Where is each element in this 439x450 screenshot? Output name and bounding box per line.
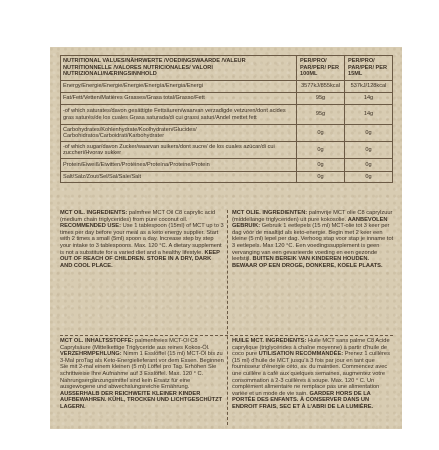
ingredients-heading: MCT ÖL. INHALTSSTOFFE: [60,338,134,344]
nutrition-header-row [61,56,393,81]
nutrition-header-per100: PER/PRO/ PAR/PER/ PER 100ML [297,56,345,81]
nutrient-value-per100: 95g [297,93,345,105]
usage-heading: UTILISATION RECOMMANDÉE: [258,351,344,358]
usage-heading: AANBEVOLEN GEBRUIK: [232,216,388,230]
nutrient-label: -of which sugar/davon Zucker/waarvan suikers/dont sucre/ de los cuales azúcar/di cui zuccheri/Hvorav sukker [61,142,297,159]
nutrient-value-per100: 0g [297,172,345,183]
nutrient-label: Fat/Fett/Vetten/Matières Grasses/Grasa total/Grasso/Fett [61,93,297,105]
usage-text: Nimm 1 Esslöffel (15 ml) MCT-Öl bis zu 3-Mal proTag als Keto-Energielieferant vor dem Essen. Beginnen Sie mit 2-mal einem kleinen (5 ml) Löffel pro Tag. Erhöhen Sie schrittweise Ihre Aufnahme auf 3 Esslöffel. Max. 120 ° C. Nahrungsergänzungsmittel sind kein Ersatz für eine ausgewogene und abwechslungsreiche Ernährung. [60,351,224,391]
ingredients-french [232,338,394,429]
nutrient-value-per100: 3577kJ/855kcal [297,81,345,93]
ingredients-heading: HUILE MCT. INGRÉDIENTS: [232,338,307,344]
nutrient-label: Carbohydrates/Kohlenhydrate/Koolhydraten/Glucides/ Carbohidratos/Carboidrati/Karbohydrater [61,125,297,142]
storage-warning: AUSSERHALB DER REICHWEITE KLEINER KINDER AUFBEWAHREN. KÜHL, TROCKEN UND LICHTGESCHÜTZT LAGERN. [60,390,223,410]
ingredients-german [60,338,224,429]
nutrient-label: Protein/Eiweiß/Eiwitten/Protéines/Proteína/Proteine/Protein [61,159,297,172]
table-row [61,105,393,125]
storage-warning: GARDER HORS DE LA PORTÉE DES ENFANTS. À CONSERVER DANS UN ENDROIT FRAIS, SEC ET À L'ABRI DE LA LUMIÈRE. [232,390,374,410]
row-divider [60,335,393,336]
ingredients-english [60,210,224,334]
table-row [61,172,393,183]
nutrient-value-per15: 0g [345,125,393,142]
ingredients-heading: MCT OIL. INGREDIENTS: [60,210,128,216]
ingredients-dutch [232,210,394,334]
usage-heading: VERZEHRMPEHLUNG: [60,351,122,358]
nutrient-label: Energy/Energie/Energie/Énergie/Energía/Energia/Energi [61,81,297,93]
usage-text: Prenez 1 cuillères (15 ml) d'huile de MCT jusqu'à 3 fois par jour en tant que fournisseur d'énergie céto, av. du maintien. Commencez avec une cuillère à café aux quelques semaines, augmentez votre consommation à 2-3 cuillères à soupe. Max. 120 ° C. Un complément alimentaire ne remplace pas une alimentation variée et un mode de vie sain. [232,351,390,397]
ingredients-text: palmfree MCT Oil C8 caprylic acid (medium chain triglycerides) from pure coconut oil. [60,210,216,223]
table-row [61,81,393,93]
nutrition-header-per15: PER/PRO/ PAR/PER/ PER 15ML [345,56,393,81]
ingredients-text: Huile MCT sans palme C8 Acide caprylique (triglycérides à chaîne moyenne) à partir d'huile de coco pure [232,338,390,358]
usage-heading: RECOMMENDED USE: [60,223,121,230]
nutrition-table [60,55,393,183]
ingredients-heading: MCT OLIE. INGREDIËNTEN: [232,210,308,216]
nutrient-value-per100: 0g [297,142,345,159]
nutrient-value-per100: 95g [297,105,345,125]
nutrient-value-per100: 0g [297,125,345,142]
table-row [61,93,393,105]
nutrient-label: Salt/Salz/Zout/Sel/Sal/Sale/Salt [61,172,297,183]
ingredients-text: palmenfreies MCT-Öl C8 Caprylsäure (Mittelkettige Triglyceride aus reines Kokos-Öl. [60,338,210,351]
storage-warning: KEEP OUT OF REACH OF CHILDREN. STORE IN A DRY, DARK AND COOL PLACE. [60,249,220,269]
nutrient-value-per15: 537kJ/128kcal [345,81,393,93]
nutrient-value-per15: 0g [345,159,393,172]
nutrient-value-per15: 14g [345,93,393,105]
ingredients-grid [60,210,393,425]
storage-warning: BUITEN BEREIK VAN KINDEREN HOUDEN. BEWAAR OP EEN DROGE, DONKERE, KOELE PLAATS. [232,256,383,269]
nutrient-value-per15: 14g [345,105,393,125]
nutrient-value-per100: 0g [297,159,345,172]
product-label [50,47,402,429]
column-divider [227,210,228,425]
table-row [61,159,393,172]
nutrient-value-per15: 0g [345,172,393,183]
table-row [61,142,393,159]
nutrient-value-per15: 0g [345,142,393,159]
table-row [61,125,393,142]
nutrition-header-title: NUTRITIONAL VALUES/NÄHRWERTE /VOEDINGSWAARDE /VALEUR NUTRITIONNELLE /VALORES NUTRICIONALES/ VALORI NUTRIZIONALI/NÆRINGSINNHOLD [61,56,297,81]
usage-text: Gebruik 1 eetlepels (15 ml) MCT-olie tot 3 keer per dag vóór de maaltijd als keto-energie. Begin met 2 keer een kleine (5 ml) lepel per dag. Verhoog stap voor stap je inname tot 3 eetlepels. Max 120 °C. Een voedingssupplement is geen vervanging van een gevarieerde voeding en een gezonde leefstijl. [232,223,394,263]
ingredients-text: palmvrije MCT olie C8 caprylzuur (middellange triglyceriden) uit pure kokosolie. [232,210,393,223]
usage-text: Use 1 tablespoon (15ml) of MCT up to 3 times per day before your meal as a keto energy supplier. Start with 2 times a small (5ml) spoon a day. Increase step by step your intake to 3 tablespoons. Max. 120 °C. A dietary supplement is not a substitute for a varied diet and a healthy lifestyle. [60,223,224,256]
nutrient-label: -of which saturates/davon gesättigte Fettsäuren/waarvan verzadigde vetzuren/dont acides gras saturés/de los cuales Grasa saturada/di cui grassi saturi/Andel mettet fett [61,105,297,125]
